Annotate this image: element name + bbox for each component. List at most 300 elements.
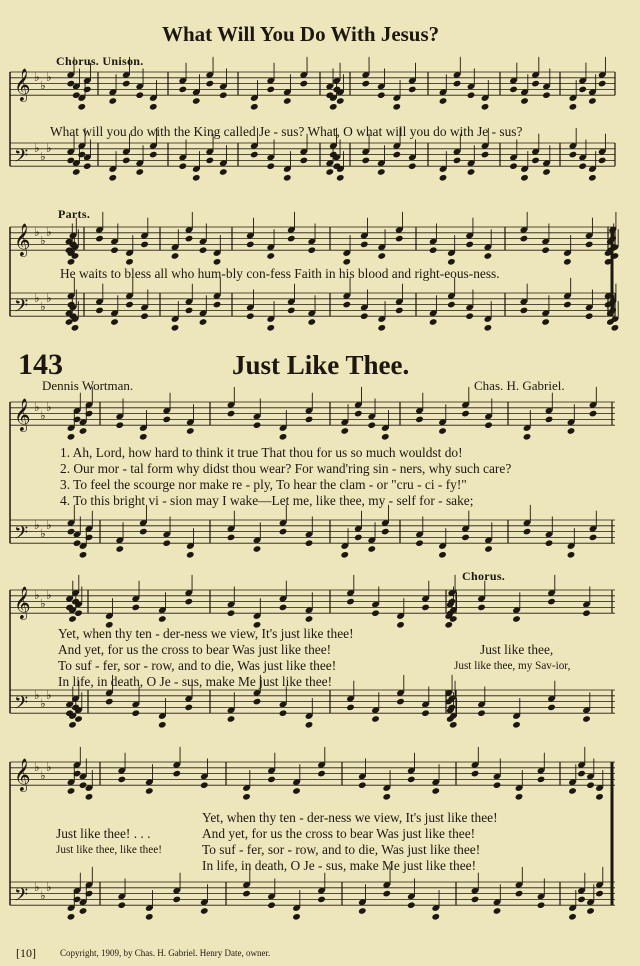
note-head <box>438 427 447 435</box>
note-head <box>392 103 401 111</box>
note-head <box>68 721 77 729</box>
note-head <box>541 318 550 326</box>
lyric-line: What will you do with the King called Je - sus? What, O what will you do with Je - sus? <box>50 124 523 139</box>
note-head <box>200 781 209 789</box>
note-head <box>67 787 76 795</box>
note-head <box>520 97 529 105</box>
flat-sign-icon: ♭ <box>34 879 40 894</box>
note-head <box>471 896 480 904</box>
note-head <box>461 534 470 542</box>
bass-clef-icon: 𝄢 <box>14 296 29 322</box>
note-head <box>577 896 586 904</box>
note-head <box>184 704 193 712</box>
note-head <box>509 86 518 94</box>
note-head <box>178 162 187 170</box>
note-head <box>329 103 338 111</box>
note-head <box>200 907 209 915</box>
note-head <box>371 609 380 617</box>
note-head <box>108 174 117 182</box>
note-head <box>515 890 524 898</box>
copyright-notice: Copyright, 1909, by Chas. H. Gabriel. Henry Date, owner. <box>60 948 271 958</box>
note-head <box>227 534 236 542</box>
note-head <box>396 621 405 629</box>
note-head <box>266 252 275 260</box>
note-head <box>184 598 193 606</box>
verse-line: 3. To feel the scourge nor make re - ply, To hear the clam - or "cru - ci - fy!" <box>60 477 467 492</box>
note-head <box>145 787 154 795</box>
note-head <box>340 551 349 559</box>
note-head <box>381 528 390 536</box>
verse-line: 2. Our mor - tal form why didst thou wear? For wand'ring sin - ners, why such care? <box>60 461 512 476</box>
note-head <box>213 301 222 309</box>
note-head <box>354 534 363 542</box>
note-head <box>125 258 134 266</box>
note-head <box>493 907 502 915</box>
note-head <box>307 318 316 326</box>
note-head <box>317 770 326 778</box>
flat-sign-icon: ♭ <box>46 687 52 702</box>
note-head <box>171 324 180 332</box>
note-head <box>185 307 194 315</box>
flat-sign-icon: ♭ <box>40 233 46 248</box>
note-head <box>305 539 314 547</box>
note-head <box>588 174 597 182</box>
note-head <box>407 776 416 784</box>
note-head <box>79 907 88 915</box>
note-head <box>110 246 119 254</box>
note-head <box>299 80 308 88</box>
note-head <box>346 598 355 606</box>
note-head <box>396 698 405 706</box>
note-head <box>122 80 131 88</box>
note-head <box>68 615 77 623</box>
note-head <box>377 324 386 332</box>
chorus-label: Chorus. Unison. <box>56 54 144 68</box>
note-head <box>377 168 386 176</box>
note-head <box>139 433 148 441</box>
flat-sign-icon: ♭ <box>40 408 46 423</box>
note-head <box>512 615 521 623</box>
note-head <box>336 97 345 105</box>
note-head <box>415 539 424 547</box>
note-head <box>569 103 578 111</box>
verse-line: 4. To this bright vi - sion may I wake—Let me, like thee, my - self for - sake; <box>60 493 474 508</box>
note-head <box>95 235 104 243</box>
note-head <box>283 97 292 105</box>
note-head <box>305 416 314 424</box>
note-head <box>439 174 448 182</box>
hymn-title: Just Like Thee. <box>232 350 410 380</box>
note-head <box>253 545 262 553</box>
note-head <box>444 621 453 629</box>
chorus-lyric: Just like thee, <box>480 642 554 657</box>
bass-clef-icon: 𝄢 <box>14 885 29 911</box>
note-head <box>71 324 80 332</box>
note-head <box>307 246 316 254</box>
hymn-title: What Will You Do With Jesus? <box>162 22 440 46</box>
note-head <box>279 433 288 441</box>
note-head <box>149 151 158 159</box>
note-head <box>382 890 391 898</box>
note-head <box>67 913 76 921</box>
note-head <box>481 151 490 159</box>
note-head <box>105 698 114 706</box>
note-head <box>577 770 586 778</box>
note-head <box>108 97 117 105</box>
chorus-lyric: Just like thee, my Sav-ior, <box>454 660 571 672</box>
flat-sign-icon: ♭ <box>40 299 46 314</box>
note-head <box>582 715 591 723</box>
note-head <box>140 312 149 320</box>
note-head <box>253 421 262 429</box>
flat-sign-icon: ♭ <box>40 696 46 711</box>
chorus-label: Chorus. <box>462 569 506 583</box>
flat-sign-icon: ♭ <box>40 78 46 93</box>
note-head <box>589 410 598 418</box>
note-head <box>465 241 474 249</box>
note-head <box>595 793 604 801</box>
note-head <box>219 168 228 176</box>
note-head <box>342 258 351 266</box>
note-head <box>79 427 88 435</box>
note-head <box>360 312 369 320</box>
note-head <box>392 151 401 159</box>
note-head <box>83 86 92 94</box>
note-head <box>250 151 259 159</box>
note-head <box>287 235 296 243</box>
note-head <box>158 615 167 623</box>
note-head <box>67 258 76 266</box>
note-head <box>279 604 288 612</box>
note-head <box>431 787 440 795</box>
note-head <box>135 168 144 176</box>
flat-sign-icon: ♭ <box>34 517 40 532</box>
note-head <box>279 709 288 717</box>
flat-sign-icon: ♭ <box>46 290 52 305</box>
note-head <box>145 913 154 921</box>
verse-line: To suf - fer, sor - row, and to die, Was just like thee! <box>58 658 337 673</box>
note-head <box>266 162 275 170</box>
flat-sign-icon: ♭ <box>40 596 46 611</box>
note-head <box>205 80 214 88</box>
note-head <box>465 312 474 320</box>
note-head <box>227 609 236 617</box>
note-head <box>131 604 140 612</box>
note-head <box>453 157 462 165</box>
note-head <box>67 433 76 441</box>
flat-sign-icon: ♭ <box>46 759 52 774</box>
note-head <box>408 162 417 170</box>
note-head <box>139 528 148 536</box>
note-head <box>72 168 81 176</box>
note-head <box>227 715 236 723</box>
note-head <box>467 168 476 176</box>
note-head <box>205 157 214 165</box>
note-head <box>360 241 369 249</box>
note-head <box>253 698 262 706</box>
note-head <box>279 528 288 536</box>
note-head <box>568 787 577 795</box>
note-head <box>266 324 275 332</box>
note-head <box>582 609 591 617</box>
note-head <box>227 410 236 418</box>
note-head <box>246 312 255 320</box>
note-head <box>484 252 493 260</box>
note-head <box>421 604 430 612</box>
note-head <box>287 307 296 315</box>
note-head <box>563 301 572 309</box>
note-head <box>83 162 92 170</box>
note-head <box>547 598 556 606</box>
flat-sign-icon: ♭ <box>34 140 40 155</box>
note-head <box>493 781 502 789</box>
note-head <box>531 80 540 88</box>
note-head <box>110 318 119 326</box>
note-head <box>336 174 345 182</box>
lyric-line: He waits to bless all who hum-bly con-fess Faith in his blood and right-eous-ness. <box>60 266 500 281</box>
note-head <box>292 787 301 795</box>
note-head <box>537 776 546 784</box>
flat-sign-icon: ♭ <box>46 879 52 894</box>
note-head <box>481 103 490 111</box>
note-head <box>377 252 386 260</box>
note-head <box>122 157 131 165</box>
note-head <box>77 103 86 111</box>
treble-clef-icon: 𝄞 <box>14 398 31 432</box>
note-head <box>361 80 370 88</box>
flat-sign-icon: ♭ <box>34 687 40 702</box>
note-head <box>381 433 390 441</box>
note-head <box>340 427 349 435</box>
refrain-lead: Just like thee, like thee! <box>56 844 162 856</box>
note-head <box>186 427 195 435</box>
flat-sign-icon: ♭ <box>46 587 52 602</box>
note-head <box>567 551 576 559</box>
flat-sign-icon: ♭ <box>34 399 40 414</box>
note-head <box>484 421 493 429</box>
note-head <box>449 721 458 729</box>
note-head <box>439 97 448 105</box>
note-head <box>523 433 532 441</box>
note-head <box>429 246 438 254</box>
note-head <box>358 907 367 915</box>
note-head <box>199 246 208 254</box>
note-head <box>431 913 440 921</box>
note-head <box>117 901 126 909</box>
note-head <box>178 86 187 94</box>
note-head <box>523 528 532 536</box>
note-head <box>140 241 149 249</box>
note-head <box>520 307 529 315</box>
note-head <box>305 615 314 623</box>
note-head <box>585 312 594 320</box>
flat-sign-icon: ♭ <box>46 140 52 155</box>
note-head <box>242 890 251 898</box>
note-head <box>598 80 607 88</box>
treble-clef-icon: 𝄞 <box>14 586 31 620</box>
note-head <box>283 174 292 182</box>
note-head <box>246 241 255 249</box>
refrain-lead: Just like thee! . . . <box>56 826 151 841</box>
treble-clef-icon: 𝄞 <box>14 758 31 792</box>
page-number: [10] <box>16 946 36 960</box>
flat-sign-icon: ♭ <box>40 768 46 783</box>
note-head <box>115 545 124 553</box>
refrain-line: In life, in death, O Je - sus, make Me just like thee! <box>202 858 477 873</box>
note-head <box>515 793 524 801</box>
bass-clef-icon: 𝄢 <box>14 523 29 549</box>
note-head <box>292 913 301 921</box>
note-head <box>131 709 140 717</box>
note-head <box>185 235 194 243</box>
refrain-line: Yet, when thy ten - der-ness we view, It's just like thee! <box>202 810 498 825</box>
flat-sign-icon: ♭ <box>46 399 52 414</box>
note-head <box>429 318 438 326</box>
note-head <box>172 770 181 778</box>
note-head <box>192 174 201 182</box>
flat-sign-icon: ♭ <box>46 517 52 532</box>
note-head <box>569 151 578 159</box>
note-head <box>477 604 486 612</box>
note-head <box>158 721 167 729</box>
flat-sign-icon: ♭ <box>46 69 52 84</box>
verse-line: In life, in death, O Je - sus, make Me just like thee! <box>58 674 333 689</box>
note-head <box>115 421 124 429</box>
note-head <box>299 157 308 165</box>
note-head <box>447 258 456 266</box>
refrain-line: To suf - fer, sor - row, and to die, Was just like thee! <box>202 842 481 857</box>
note-head <box>367 545 376 553</box>
refrain-line: And yet, for us the cross to bear Was just like thee! <box>202 826 476 841</box>
note-head <box>542 91 551 99</box>
note-head <box>361 157 370 165</box>
note-head <box>149 103 158 111</box>
note-head <box>537 901 546 909</box>
note-head <box>547 704 556 712</box>
note-head <box>567 427 576 435</box>
flat-sign-icon: ♭ <box>46 224 52 239</box>
note-head <box>586 781 595 789</box>
note-head <box>266 86 275 94</box>
note-head <box>542 168 551 176</box>
note-head <box>408 86 417 94</box>
note-head <box>358 781 367 789</box>
note-head <box>467 91 476 99</box>
note-head <box>421 709 430 717</box>
parts-label: Parts. <box>58 207 91 221</box>
note-head <box>162 416 171 424</box>
bass-clef-icon: 𝄢 <box>14 146 29 172</box>
note-head <box>267 901 276 909</box>
note-head <box>250 103 259 111</box>
note-head <box>199 318 208 326</box>
note-head <box>588 97 597 105</box>
note-head <box>325 168 334 176</box>
note-head <box>541 246 550 254</box>
note-head <box>520 235 529 243</box>
note-head <box>267 776 276 784</box>
note-head <box>586 907 595 915</box>
note-head <box>242 793 251 801</box>
note-head <box>342 301 351 309</box>
flat-sign-icon: ♭ <box>34 290 40 305</box>
hymn-number: 143 <box>18 348 63 381</box>
note-head <box>545 539 554 547</box>
flat-sign-icon: ♭ <box>40 526 46 541</box>
note-head <box>578 86 587 94</box>
author-credit: Dennis Wortman. <box>42 378 134 393</box>
note-head <box>407 901 416 909</box>
bass-clef-icon: 𝄢 <box>14 693 29 719</box>
treble-clef-icon: 𝄞 <box>14 223 31 257</box>
flat-sign-icon: ♭ <box>40 149 46 164</box>
flat-sign-icon: ♭ <box>40 888 46 903</box>
note-head <box>477 709 486 717</box>
note-head <box>85 793 94 801</box>
note-head <box>395 235 404 243</box>
note-head <box>509 162 518 170</box>
note-head <box>512 721 521 729</box>
note-head <box>354 410 363 418</box>
composer-credit: Chas. H. Gabriel. <box>474 378 565 393</box>
note-head <box>531 157 540 165</box>
note-head <box>598 157 607 165</box>
note-head <box>162 539 171 547</box>
note-head <box>453 80 462 88</box>
note-head <box>520 174 529 182</box>
note-head <box>395 307 404 315</box>
note-head <box>305 721 314 729</box>
note-head <box>595 890 604 898</box>
treble-clef-icon: 𝄞 <box>14 68 31 102</box>
note-head <box>447 301 456 309</box>
note-head <box>95 307 104 315</box>
note-head <box>172 896 181 904</box>
note-head <box>317 896 326 904</box>
note-head <box>171 252 180 260</box>
note-head <box>125 301 134 309</box>
note-head <box>545 416 554 424</box>
note-head <box>79 551 88 559</box>
note-head <box>438 551 447 559</box>
verse-line: 1. Ah, Lord, how hard to think it true That thou for us so much wouldst do! <box>60 445 463 460</box>
note-head <box>346 704 355 712</box>
note-head <box>415 416 424 424</box>
note-head <box>611 324 620 332</box>
verse-line: And yet, for us the cross to bear Was just like thee! <box>58 642 332 657</box>
note-head <box>484 545 493 553</box>
note-head <box>367 421 376 429</box>
note-head <box>578 162 587 170</box>
note-head <box>471 770 480 778</box>
note-head <box>568 913 577 921</box>
note-head <box>377 91 386 99</box>
note-head <box>219 91 228 99</box>
note-head <box>192 97 201 105</box>
note-head <box>461 410 470 418</box>
note-head <box>484 324 493 332</box>
flat-sign-icon: ♭ <box>34 69 40 84</box>
note-head <box>589 534 598 542</box>
note-head <box>135 91 144 99</box>
flat-sign-icon: ♭ <box>34 224 40 239</box>
note-head <box>563 258 572 266</box>
note-head <box>186 551 195 559</box>
note-head <box>382 793 391 801</box>
flat-sign-icon: ♭ <box>34 587 40 602</box>
note-head <box>213 258 222 266</box>
note-head <box>371 715 380 723</box>
